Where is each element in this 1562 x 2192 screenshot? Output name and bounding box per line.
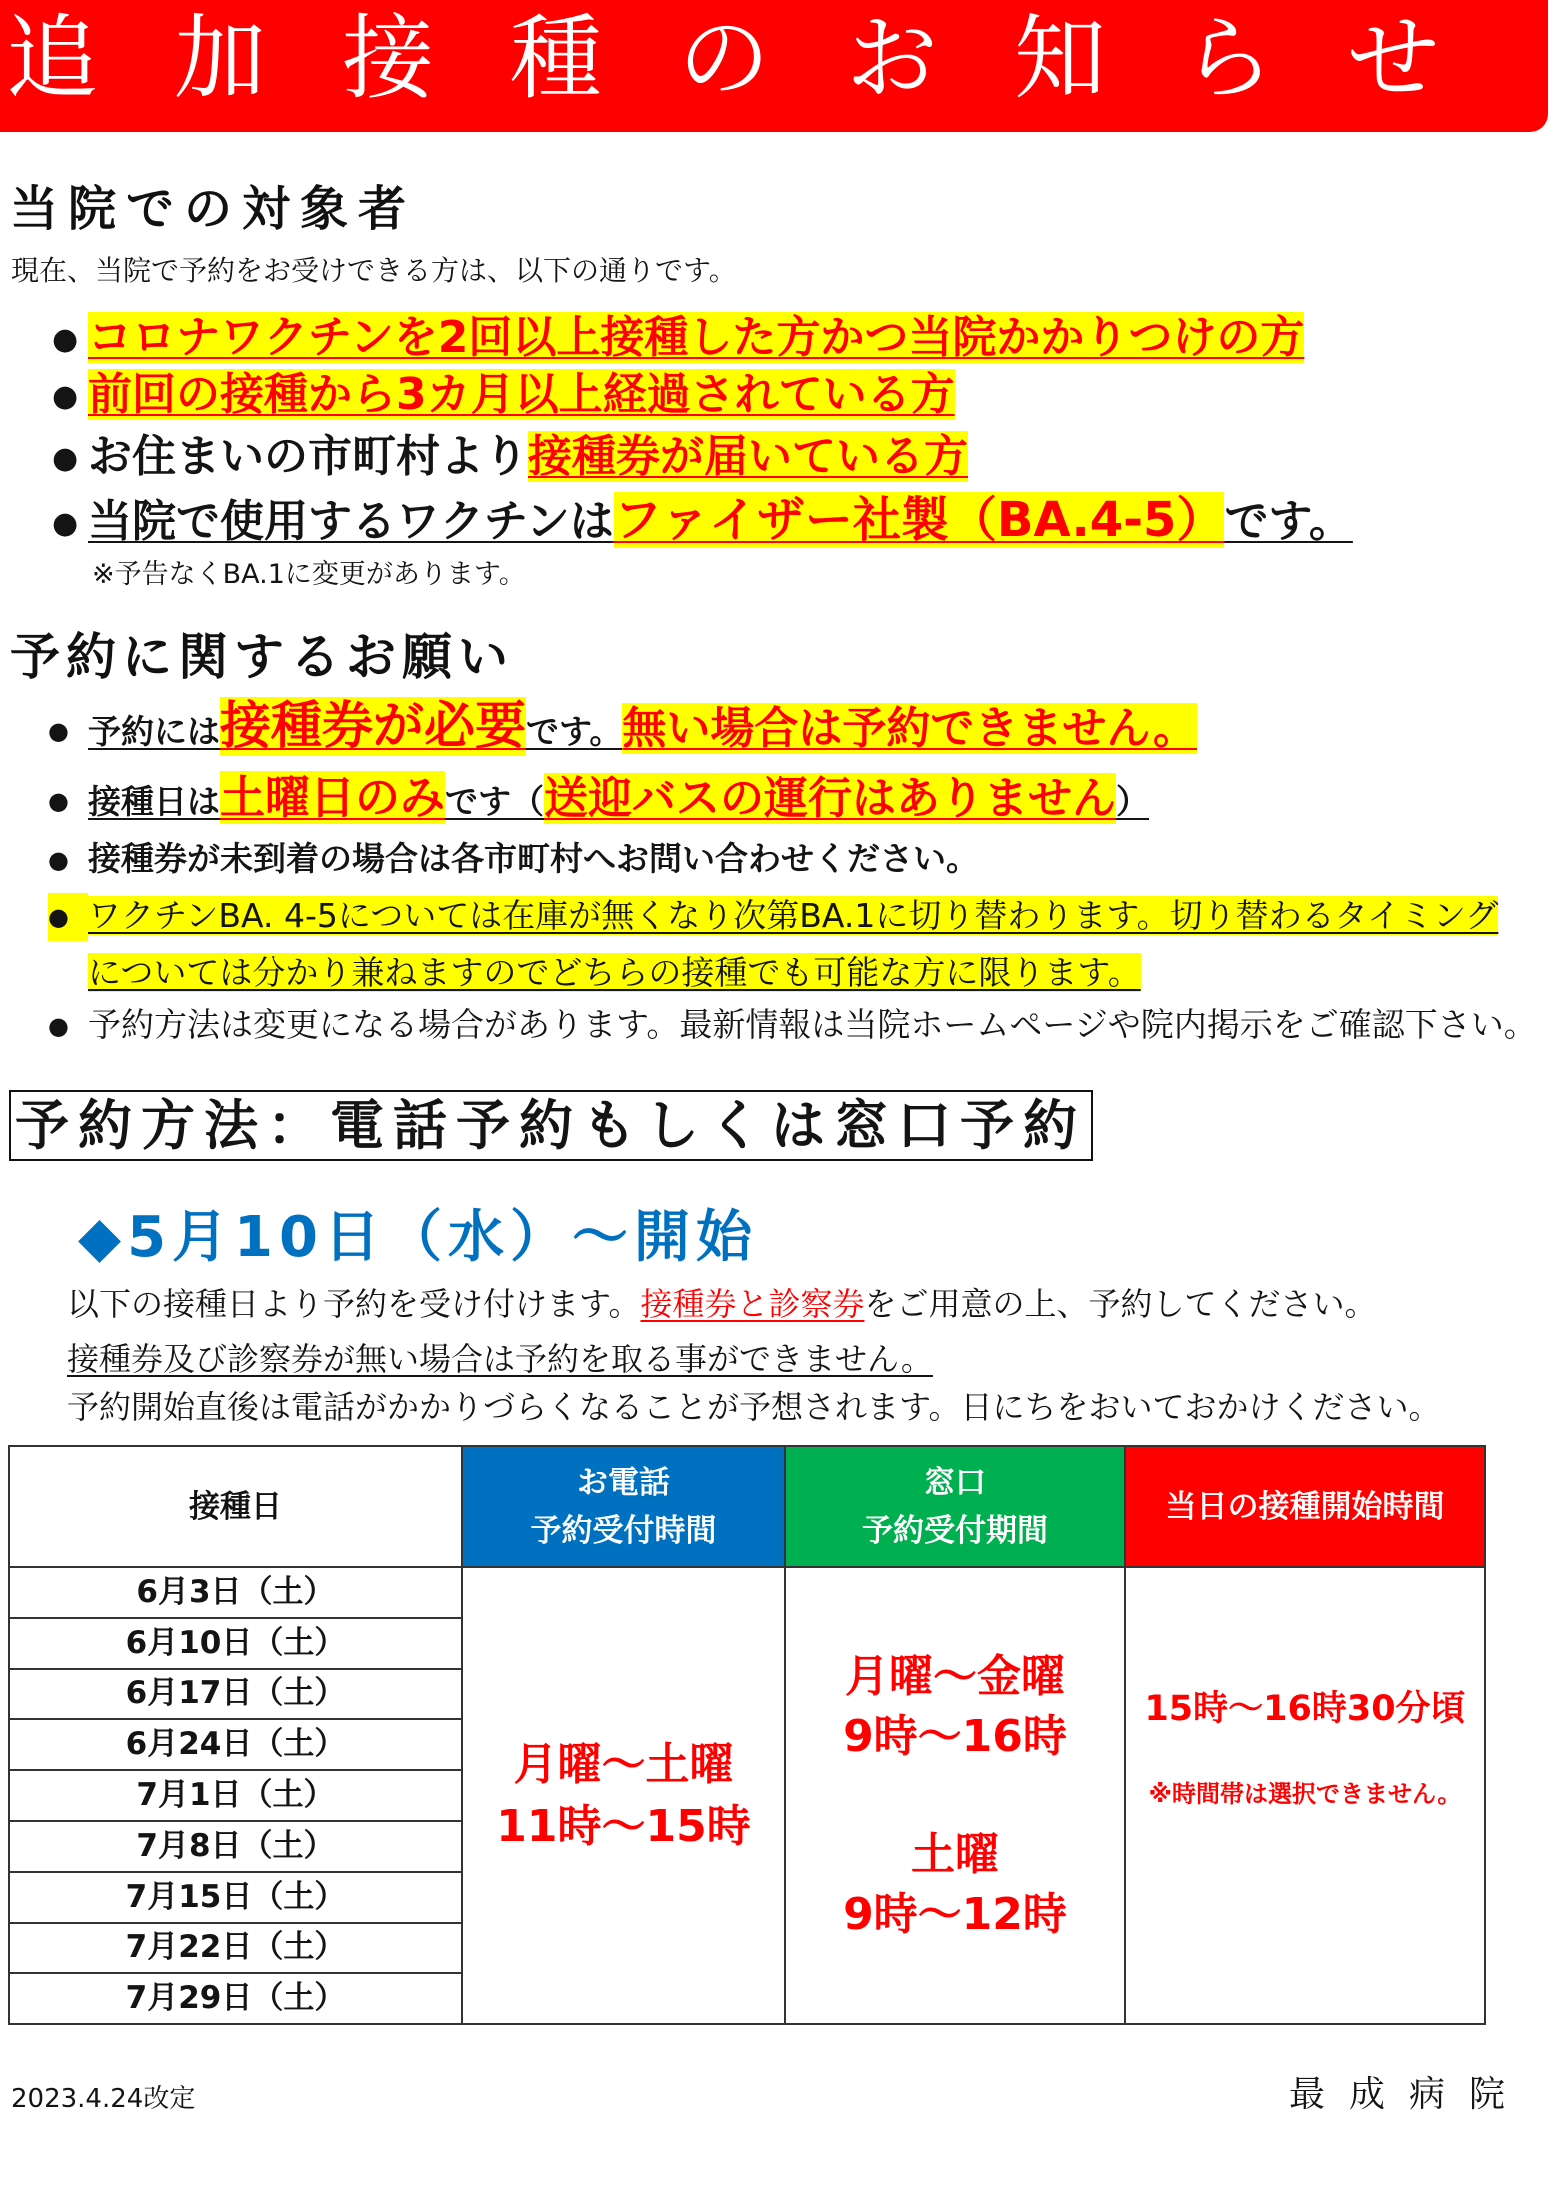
request-item bbox=[48, 697, 1197, 768]
header-phone bbox=[462, 1446, 785, 1567]
request-item bbox=[48, 835, 979, 884]
request-item-emphasis: 送迎バスの運行はありません bbox=[544, 773, 1117, 824]
eligibility-item-text: です。 bbox=[1224, 496, 1353, 547]
header-counter-sublabel: 予約受付期間 bbox=[862, 1512, 1048, 1549]
title-banner bbox=[0, 0, 1548, 132]
eligibility-item-text: コロナワクチンを2回以上接種した方かつ当院かかりつけの方 bbox=[88, 312, 1305, 363]
method-line bbox=[67, 1385, 1440, 1429]
request-item-text: については分かり兼ねますのでどちらの接種でも可能な方に限ります。 bbox=[88, 953, 1141, 992]
eligibility-item-emphasis: 接種券が届いている方 bbox=[528, 431, 968, 482]
method-heading-box bbox=[9, 1090, 1093, 1161]
vaccination-date: 7月1日（土） bbox=[9, 1770, 462, 1821]
vaccination-date: 7月15日（土） bbox=[9, 1872, 462, 1923]
bullet-icon: ● bbox=[52, 322, 79, 357]
eligibility-item bbox=[52, 429, 968, 487]
bullet-icon: ● bbox=[48, 717, 69, 745]
bullet-icon: ● bbox=[48, 846, 69, 874]
vaccine-name: ファイザー社製（BA.4-5） bbox=[613, 492, 1225, 548]
phone-days: 月曜～土曜 bbox=[513, 1738, 734, 1790]
bullet-icon: ● bbox=[48, 1012, 69, 1040]
header-date bbox=[9, 1446, 462, 1567]
header-counter-label: 窓口 bbox=[924, 1464, 986, 1501]
request-item-emphasis: 無い場合は予約できません。 bbox=[622, 703, 1198, 754]
counter-weekday-days: 月曜～金曜 bbox=[845, 1650, 1065, 1702]
bullet-icon: ● bbox=[52, 379, 79, 414]
counter-saturday-times: 9時～12時 bbox=[843, 1888, 1067, 1940]
header-counter bbox=[785, 1446, 1125, 1567]
request-item-continued bbox=[88, 949, 1141, 997]
request-item-text: ） bbox=[1116, 782, 1150, 821]
method-line-text: 以下の接種日より予約を受け付けます。 bbox=[67, 1285, 641, 1323]
header-phone-label: お電話 bbox=[577, 1464, 670, 1501]
requests-heading: 予約に関するお願い bbox=[10, 628, 514, 686]
phone-times: 11時～15時 bbox=[496, 1800, 751, 1852]
eligibility-intro: 現在、当院で予約をお受けできる方は、以下の通りです。 bbox=[11, 254, 737, 287]
revision-date: 2023.4.24改定 bbox=[11, 2084, 196, 2114]
request-item-emphasis: 土曜日のみ bbox=[220, 771, 446, 824]
phone-hours-cell bbox=[462, 1567, 785, 2024]
request-item-emphasis: 接種券が必要 bbox=[220, 697, 527, 756]
schedule-header-row bbox=[9, 1446, 1485, 1567]
request-item-text: 予約には bbox=[88, 712, 220, 751]
request-item-text: ワクチンBA. 4-5については在庫が無くなり次第BA.1に切り替わります。切り替わるタイミング bbox=[88, 896, 1499, 935]
request-item bbox=[48, 1001, 1537, 1050]
hospital-name: 最成病院 bbox=[1289, 2074, 1530, 2115]
method-line bbox=[67, 1282, 1376, 1326]
start-time: 15時～16時30分頃 bbox=[1144, 1689, 1466, 1729]
start-time-note: ※時間帯は選択できません。 bbox=[1148, 1780, 1462, 1808]
vaccination-date: 6月17日（土） bbox=[9, 1669, 462, 1720]
header-start-time bbox=[1125, 1446, 1485, 1567]
eligibility-item bbox=[52, 492, 1353, 552]
request-item-text: 予約方法は変更になる場合があります。最新情報は当院ホームページや院内掲示をご確認下さい。 bbox=[88, 1005, 1537, 1044]
request-item-text: 接種券が未到着の場合は各市町村へお問い合わせください。 bbox=[88, 839, 979, 878]
method-line-emphasis: 接種券と診察券 bbox=[640, 1285, 865, 1323]
method-line bbox=[67, 1337, 933, 1381]
start-time-cell bbox=[1125, 1567, 1485, 2024]
bullet-icon: ● bbox=[48, 893, 88, 941]
schedule-table bbox=[8, 1445, 1486, 2025]
eligibility-note: ※予告なくBA.1に変更があります。 bbox=[92, 559, 526, 590]
header-phone-sublabel: 予約受付時間 bbox=[530, 1512, 717, 1549]
counter-weekday-times: 9時～16時 bbox=[843, 1710, 1067, 1762]
vaccination-date: 7月29日（土） bbox=[9, 1973, 462, 2024]
counter-hours-cell bbox=[785, 1567, 1125, 2024]
vaccination-date: 7月22日（土） bbox=[9, 1923, 462, 1974]
header-date-label: 接種日 bbox=[189, 1488, 282, 1525]
vaccination-date: 6月10日（土） bbox=[9, 1618, 462, 1669]
vaccination-date: 6月3日（土） bbox=[9, 1567, 462, 1618]
header-start-time-label: 当日の接種開始時間 bbox=[1165, 1488, 1445, 1525]
table-row bbox=[9, 1567, 1485, 1618]
eligibility-item-text: お住まいの市町村より bbox=[88, 431, 528, 482]
eligibility-item bbox=[52, 367, 955, 425]
request-item-text: です。 bbox=[526, 712, 623, 751]
eligibility-item-text: 当院で使用するワクチンは bbox=[88, 496, 614, 547]
method-line-text: 予約開始直後は電話がかかりづらくなることが予想されます。日にちをおいておかけください。 bbox=[67, 1388, 1441, 1426]
bullet-icon: ● bbox=[48, 787, 69, 815]
request-item-text: です（ bbox=[445, 782, 545, 821]
eligibility-item-text: 前回の接種から3カ月以上経過されている方 bbox=[88, 369, 955, 420]
eligibility-heading: 当院での対象者 bbox=[10, 181, 417, 237]
vaccination-date: 6月24日（土） bbox=[9, 1719, 462, 1770]
bullet-icon: ● bbox=[52, 506, 79, 541]
request-item bbox=[48, 892, 1498, 941]
vaccination-date: 7月8日（土） bbox=[9, 1821, 462, 1872]
method-line-text: をご用意の上、予約してください。 bbox=[864, 1285, 1377, 1323]
bullet-icon: ● bbox=[52, 441, 79, 476]
start-date-heading: ◆5月10日（水）～開始 bbox=[78, 1205, 758, 1270]
method-line-text: 接種券及び診察券が無い場合は予約を取る事ができません。 bbox=[67, 1340, 933, 1378]
method-heading: 予約方法：電話予約もしくは窓口予約 bbox=[15, 1094, 1086, 1157]
request-item bbox=[48, 768, 1149, 838]
request-item-text: 接種日は bbox=[88, 782, 220, 821]
eligibility-item bbox=[52, 310, 1304, 368]
page-title: 追加接種のお知らせ bbox=[6, 5, 1516, 112]
spacer bbox=[786, 1767, 1124, 1825]
counter-saturday-days: 土曜 bbox=[911, 1828, 999, 1880]
